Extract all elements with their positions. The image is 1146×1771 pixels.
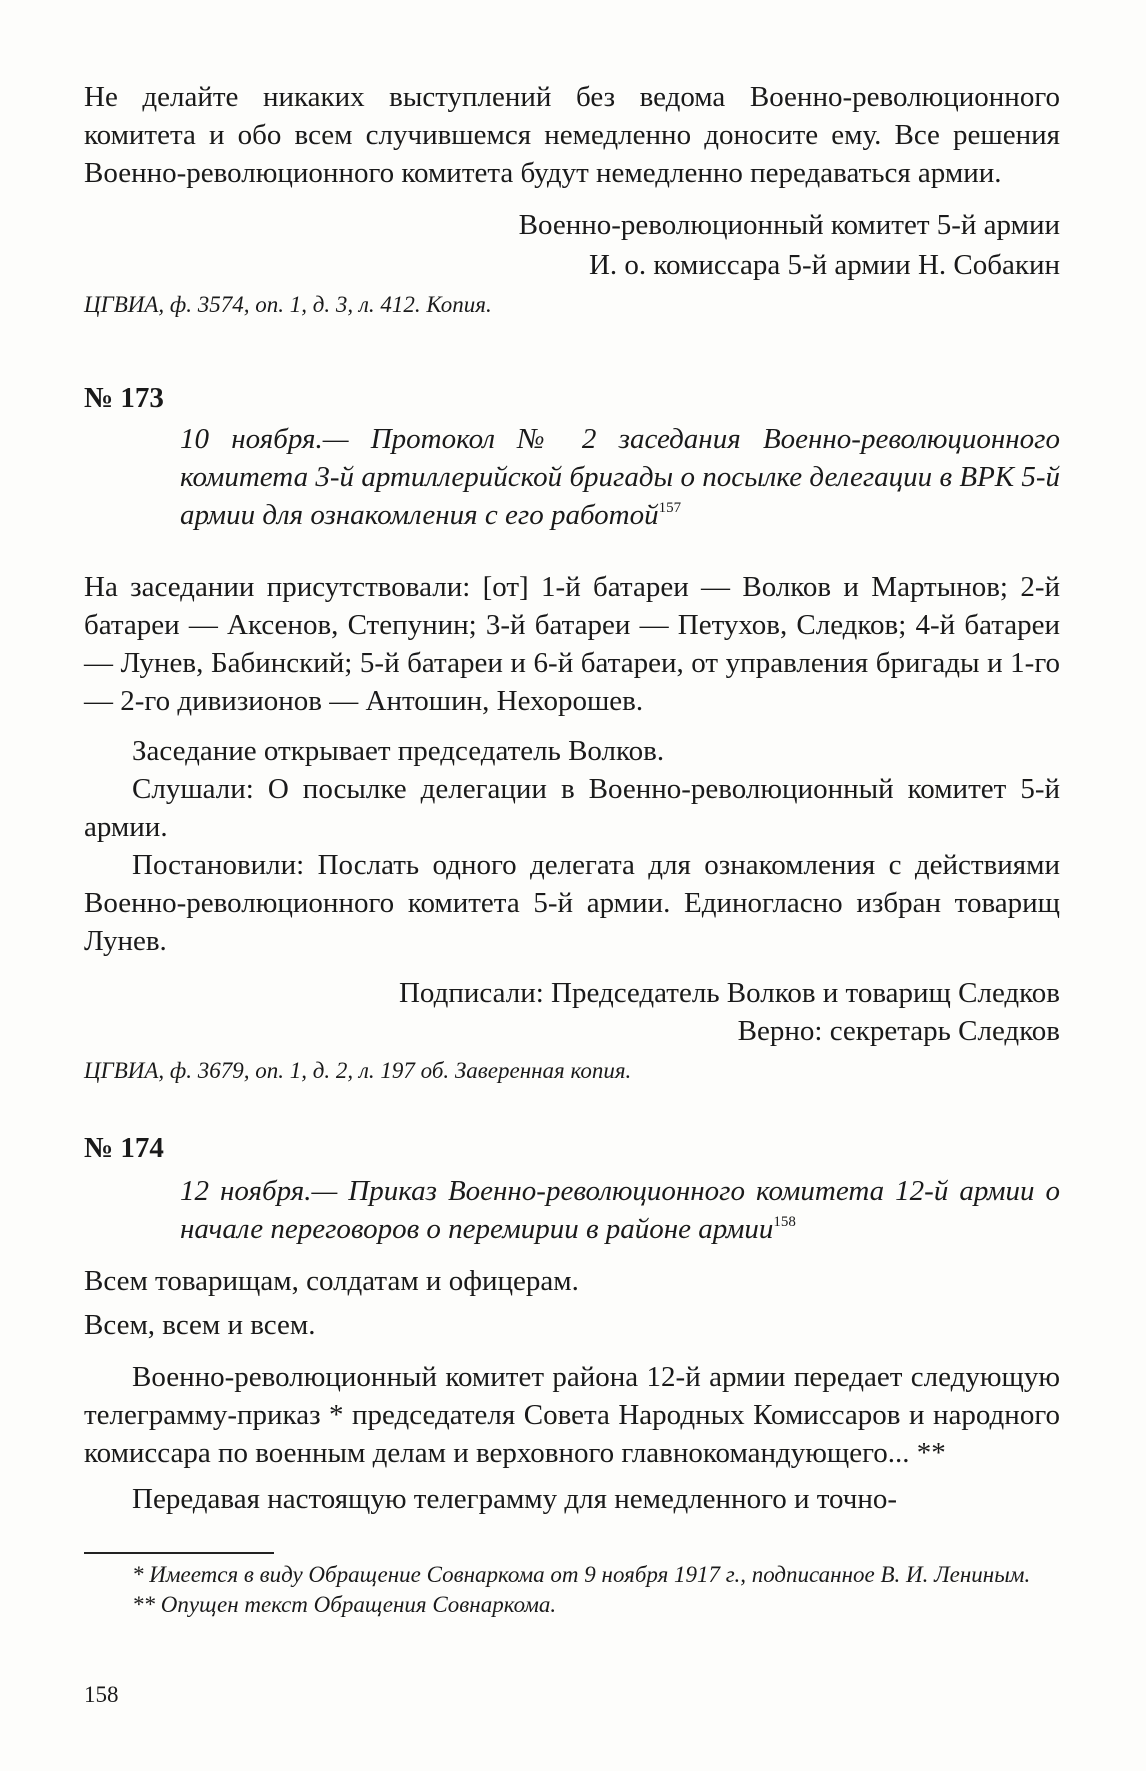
address-line: Всем, всем и всем. [84,1309,316,1341]
resolved-paragraph: Постановили: Послать одного делегата для ознакомления с действиями Военно-революционного комитета 5-й армии. Единогласно избран товарищ Лунев. [84,849,1060,957]
footnotes [84,1560,1060,1620]
note-reference: 158 [773,1214,796,1230]
document-number: № 173 [84,382,164,414]
document-heading [180,420,1060,534]
footnote-2: ** Опущен текст Обращения Совнаркома. [132,1592,557,1617]
intro-section [84,78,1060,320]
signatures: Подписали: Председатель Волков и товарищ Следков [398,977,1060,1009]
attendees-paragraph: На заседании присутствовали: [от] 1-й батареи — Волков и Мартынов; 2-й батареи — Аксенов, Степунин; 3-й батареи — Петухов, Следков; 4-й батареи — Лунев, Бабинский; 5-й батареи и 6-й батареи, от управления бригады и 1-го — 2-го дивизионов — Антошин, Нехорошев. [84,571,1060,717]
heard-paragraph: Слушали: О посылке делегации в Военно-революционный комитет 5-й армии. [84,773,1060,843]
heading-text: 12 ноября.— Приказ Военно-революционного комитета 12-й армии о начале переговоров о перемирии в районе армии [180,1175,1060,1245]
footnote-rule [84,1552,274,1554]
heading-text: 10 ноября.— Протокол № 2 заседания Военно-революционного комитета 3-й артиллерийской бригады о посылке делегации в ВРК 5-й армии для ознакомления с его работой [180,423,1060,531]
document-heading [180,1172,1060,1248]
body-paragraph: Передавая настоящую телеграмму для немедленного и точно- [132,1483,898,1515]
intro-paragraph: Не делайте никаких выступлений без ведома Военно-революционного комитета и обо всем случившемся немедленно доносите ему. Все решения Военно-революционного комитета будут немедленно передаваться армии. [84,81,1060,189]
signature-committee: Военно-революционный комитет 5-й армии [518,209,1060,241]
certification: Верно: секретарь Следков [737,1015,1060,1047]
source-citation: ЦГВИА, ф. 3679, оп. 1, д. 2, л. 197 об. Заверенная копия. [84,1058,632,1083]
document-174 [84,1130,1060,1518]
note-reference: 157 [658,500,682,516]
footnote-1: * Имеется в виду Обращение Совнаркома от 9 ноября 1917 г., подписанное В. И. Лениным. [132,1562,1031,1587]
signature-commissar: И. о. комиссара 5-й армии Н. Собакин [588,249,1060,281]
source-citation: ЦГВИА, ф. 3574, оп. 1, д. 3, л. 412. Копия. [84,292,492,317]
document-173 [84,380,1060,1086]
address-line: Всем товарищам, солдатам и офицерам. [84,1265,579,1297]
document-number: № 174 [84,1132,164,1164]
page-number: 158 [84,1682,119,1707]
opening-paragraph: Заседание открывает председатель Волков. [132,735,665,767]
body-paragraph: Военно-революционный комитет района 12-й армии передает следующую телеграмму-приказ * председателя Совета Народных Комиссаров и народного комиссара по военным делам и верховного главнокомандующего... ** [84,1361,1060,1469]
